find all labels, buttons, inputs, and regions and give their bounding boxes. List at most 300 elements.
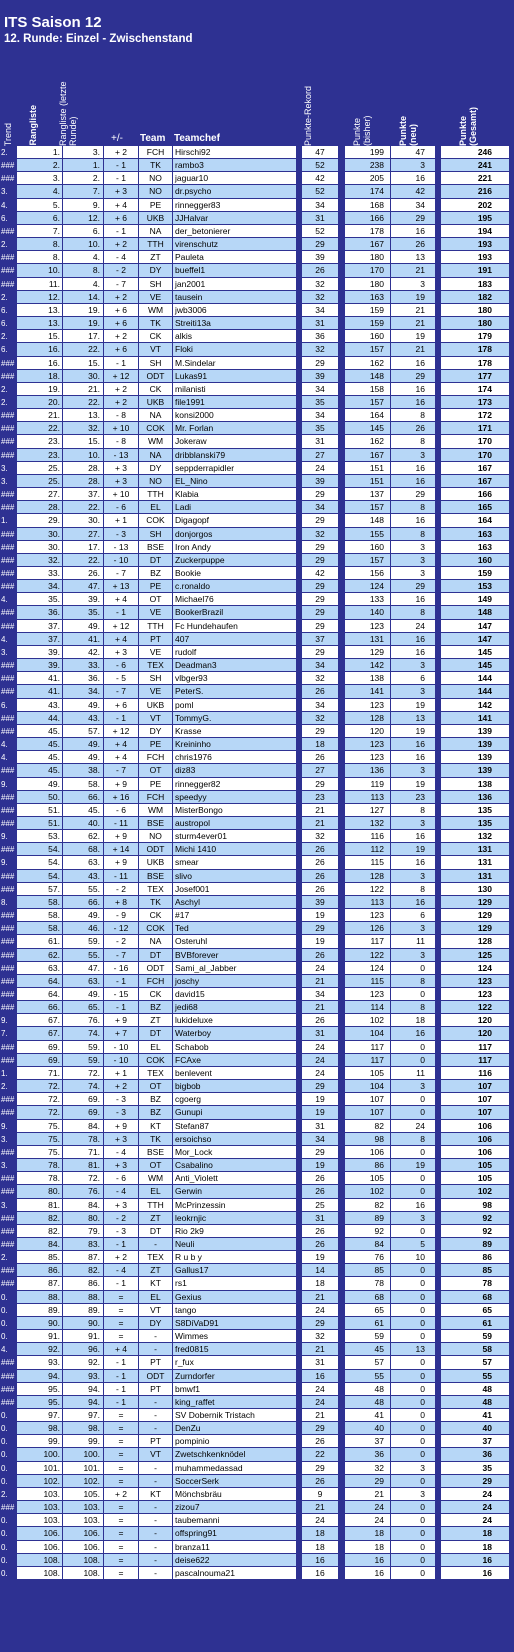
teamchef-cell: Osteruhl <box>173 935 296 947</box>
prev-rank-cell: 58. <box>63 778 103 790</box>
table-row <box>0 1422 514 1435</box>
points-new-cell: 3 <box>391 685 435 697</box>
trend-cell: ### <box>1 950 15 960</box>
teamchef-cell: benlevent <box>173 1067 296 1079</box>
points-new-cell: 19 <box>391 843 435 855</box>
diff-cell: = <box>104 1475 138 1487</box>
teamchef-cell: #17 <box>173 909 296 921</box>
points-prev-cell: 128 <box>345 870 390 882</box>
points-total-cell: 180 <box>441 317 509 329</box>
rank-cell: 75. <box>17 1133 62 1145</box>
diff-cell: - 4 <box>104 1146 138 1158</box>
diff-cell: + 4 <box>104 738 138 750</box>
trend-cell: ### <box>1 555 15 565</box>
trend-cell: 2. <box>1 148 8 157</box>
prev-rank-cell: 21. <box>63 383 103 395</box>
prev-rank-cell: 87. <box>63 1251 103 1263</box>
rank-cell: 89. <box>17 1304 62 1316</box>
teamchef-cell: ersoichso <box>173 1133 296 1145</box>
team-cell: - <box>139 1330 172 1342</box>
table-row <box>0 751 514 764</box>
rank-cell: 85. <box>17 1251 62 1263</box>
points-new-cell: 3 <box>391 949 435 961</box>
teamchef-cell: Gexius <box>173 1291 296 1303</box>
rank-cell: 95. <box>17 1396 62 1408</box>
points-total-cell: 41 <box>441 1409 509 1421</box>
table-row <box>0 1251 514 1264</box>
trend-cell: 6. <box>1 319 8 329</box>
points-prev-cell: 68 <box>345 1291 390 1303</box>
trend-cell: 0. <box>1 1542 8 1552</box>
table-row <box>0 1146 514 1159</box>
teamchef-cell: bueffel1 <box>173 264 296 276</box>
table-row <box>0 1356 514 1369</box>
diff-cell: - 10 <box>104 1054 138 1066</box>
diff-cell: - 6 <box>104 1172 138 1184</box>
trend-cell: 3. <box>1 1200 8 1210</box>
points-new-cell: 16 <box>391 383 435 395</box>
points-total-cell: 18 <box>441 1527 509 1539</box>
points-new-cell: 8 <box>391 804 435 816</box>
prev-rank-cell: 68. <box>63 843 103 855</box>
diff-cell: - 1 <box>104 1356 138 1368</box>
rank-cell: 51. <box>17 817 62 829</box>
header-trend: Trend <box>3 122 13 146</box>
header-diff: +/- <box>111 133 123 144</box>
trend-cell: 4. <box>1 753 8 763</box>
record-cell: 26 <box>302 685 338 697</box>
teamchef-cell: Zwetschkenknödel <box>173 1448 296 1460</box>
record-cell: 21 <box>302 804 338 816</box>
team-cell: KT <box>139 1120 172 1132</box>
table-row <box>0 1054 514 1067</box>
points-new-cell: 16 <box>391 593 435 605</box>
points-new-cell: 16 <box>391 462 435 474</box>
teamchef-cell: milanisti <box>173 383 296 395</box>
table-row <box>0 488 514 501</box>
points-prev-cell: 133 <box>345 593 390 605</box>
teamchef-cell: Josef001 <box>173 883 296 895</box>
points-prev-cell: 159 <box>345 304 390 316</box>
points-prev-cell: 123 <box>345 738 390 750</box>
points-total-cell: 98 <box>441 1199 509 1211</box>
record-cell: 29 <box>302 541 338 553</box>
record-cell: 26 <box>302 856 338 868</box>
trend-cell: ### <box>1 608 15 618</box>
trend-cell: ### <box>1 818 15 828</box>
prev-rank-cell: 30. <box>63 514 103 526</box>
rank-cell: 41. <box>17 685 62 697</box>
prev-rank-cell: 49. <box>63 988 103 1000</box>
record-cell: 24 <box>302 962 338 974</box>
prev-rank-cell: 49. <box>63 751 103 763</box>
team-cell: DY <box>139 462 172 474</box>
prev-rank-cell: 43. <box>63 870 103 882</box>
points-new-cell: 19 <box>391 725 435 737</box>
table-row <box>0 159 514 172</box>
points-total-cell: 173 <box>441 396 509 408</box>
points-new-cell: 16 <box>391 1199 435 1211</box>
teamchef-cell: Hirschi92 <box>173 146 296 158</box>
prev-rank-cell: 13. <box>63 409 103 421</box>
teamchef-cell: offspring91 <box>173 1527 296 1539</box>
table-row <box>0 528 514 541</box>
rank-cell: 82. <box>17 1212 62 1224</box>
table-row <box>0 1185 514 1198</box>
prev-rank-cell: 22. <box>63 396 103 408</box>
table-row <box>0 1225 514 1238</box>
prev-rank-cell: 98. <box>63 1422 103 1434</box>
record-cell: 24 <box>302 1383 338 1395</box>
points-new-cell: 0 <box>391 1567 435 1579</box>
points-new-cell: 0 <box>391 1172 435 1184</box>
record-cell: 29 <box>302 593 338 605</box>
points-prev-cell: 148 <box>345 370 390 382</box>
trend-cell: 2. <box>1 332 8 342</box>
points-new-cell: 0 <box>391 1041 435 1053</box>
rank-cell: 45. <box>17 751 62 763</box>
team-cell: COK <box>139 922 172 934</box>
rank-cell: 63. <box>17 962 62 974</box>
table-row <box>0 238 514 251</box>
teamchef-cell: Sami_al_Jabber <box>173 962 296 974</box>
rank-cell: 64. <box>17 988 62 1000</box>
points-total-cell: 145 <box>441 659 509 671</box>
table-row <box>0 1264 514 1277</box>
points-new-cell: 0 <box>391 1093 435 1105</box>
points-prev-cell: 170 <box>345 264 390 276</box>
team-cell: VE <box>139 646 172 658</box>
table-row <box>0 554 514 567</box>
points-new-cell: 16 <box>391 475 435 487</box>
points-total-cell: 216 <box>441 185 509 197</box>
prev-rank-cell: 90. <box>63 1317 103 1329</box>
team-cell: - <box>139 1554 172 1566</box>
trend-cell: 6. <box>1 345 8 355</box>
trend-cell: ### <box>1 1358 15 1368</box>
points-new-cell: 24 <box>391 620 435 632</box>
teamchef-cell: konsi2000 <box>173 409 296 421</box>
teamchef-cell: Deadman3 <box>173 659 296 671</box>
team-cell: UKB <box>139 396 172 408</box>
table-row <box>0 1541 514 1554</box>
points-total-cell: 166 <box>441 488 509 500</box>
points-total-cell: 180 <box>441 304 509 316</box>
record-cell: 21 <box>302 975 338 987</box>
prev-rank-cell: 2. <box>63 172 103 184</box>
table-row <box>0 1554 514 1567</box>
record-cell: 32 <box>302 528 338 540</box>
diff-cell: - 1 <box>104 1238 138 1250</box>
teamchef-cell: slivo <box>173 870 296 882</box>
teamchef-cell: McPrinzessin <box>173 1199 296 1211</box>
points-prev-cell: 24 <box>345 1514 390 1526</box>
header-gesamt: Punkte (Gesamt) <box>458 106 478 146</box>
table-row <box>0 1567 514 1580</box>
record-cell: 27 <box>302 449 338 461</box>
points-prev-cell: 205 <box>345 172 390 184</box>
table-row <box>0 435 514 448</box>
points-prev-cell: 119 <box>345 778 390 790</box>
rank-cell: 87. <box>17 1277 62 1289</box>
team-cell: VE <box>139 685 172 697</box>
rank-cell: 43. <box>17 699 62 711</box>
points-total-cell: 18 <box>441 1541 509 1553</box>
prev-rank-cell: 47. <box>63 580 103 592</box>
prev-rank-cell: 66. <box>63 791 103 803</box>
trend-cell: ### <box>1 1266 15 1276</box>
trend-cell: ### <box>1 1397 15 1407</box>
trend-cell: ### <box>1 266 15 276</box>
table-row <box>0 199 514 212</box>
record-cell: 24 <box>302 1514 338 1526</box>
diff-cell: = <box>104 1554 138 1566</box>
prev-rank-cell: 103. <box>63 1501 103 1513</box>
rank-cell: 72. <box>17 1106 62 1118</box>
points-prev-cell: 117 <box>345 935 390 947</box>
trend-cell: ### <box>1 424 15 434</box>
points-new-cell: 0 <box>391 1304 435 1316</box>
teamchef-cell: JJHalvar <box>173 212 296 224</box>
points-new-cell: 8 <box>391 1133 435 1145</box>
points-prev-cell: 112 <box>345 843 390 855</box>
teamchef-cell: donjorgos <box>173 528 296 540</box>
points-total-cell: 61 <box>441 1317 509 1329</box>
points-new-cell: 6 <box>391 909 435 921</box>
teamchef-cell: branza11 <box>173 1541 296 1553</box>
team-cell: BZ <box>139 1106 172 1118</box>
diff-cell: + 3 <box>104 1159 138 1171</box>
diff-cell: - 1 <box>104 172 138 184</box>
trend-cell: ### <box>1 174 15 184</box>
record-cell: 24 <box>302 1041 338 1053</box>
prev-rank-cell: 19. <box>63 317 103 329</box>
team-cell: PT <box>139 633 172 645</box>
points-total-cell: 167 <box>441 462 509 474</box>
diff-cell: + 10 <box>104 488 138 500</box>
table-row <box>0 343 514 356</box>
trend-cell: ### <box>1 279 15 289</box>
diff-cell: - 1 <box>104 975 138 987</box>
teamchef-cell: PeterS. <box>173 685 296 697</box>
points-new-cell: 0 <box>391 988 435 1000</box>
team-cell: - <box>139 1527 172 1539</box>
diff-cell: - 4 <box>104 1185 138 1197</box>
teamchef-cell: lukideluxe <box>173 1014 296 1026</box>
rank-cell: 69. <box>17 1041 62 1053</box>
trend-cell: 0. <box>1 1463 8 1473</box>
team-cell: KT <box>139 1488 172 1500</box>
table-row <box>0 764 514 777</box>
prev-rank-cell: 72. <box>63 1067 103 1079</box>
rank-cell: 8. <box>17 251 62 263</box>
teamchef-cell: Streiti13a <box>173 317 296 329</box>
rank-cell: 32. <box>17 554 62 566</box>
diff-cell: + 6 <box>104 343 138 355</box>
diff-cell: - 7 <box>104 949 138 961</box>
points-new-cell: 0 <box>391 1225 435 1237</box>
points-prev-cell: 120 <box>345 725 390 737</box>
prev-rank-cell: 40. <box>63 817 103 829</box>
record-cell: 29 <box>302 646 338 658</box>
prev-rank-cell: 22. <box>63 501 103 513</box>
prev-rank-cell: 38. <box>63 764 103 776</box>
record-cell: 34 <box>302 383 338 395</box>
points-total-cell: 139 <box>441 725 509 737</box>
team-cell: DT <box>139 554 172 566</box>
points-prev-cell: 89 <box>345 1212 390 1224</box>
rank-cell: 98. <box>17 1422 62 1434</box>
points-total-cell: 102 <box>441 1185 509 1197</box>
table-row <box>0 1383 514 1396</box>
points-prev-cell: 105 <box>345 1067 390 1079</box>
record-cell: 24 <box>302 1396 338 1408</box>
record-cell: 39 <box>302 896 338 908</box>
points-new-cell: 16 <box>391 357 435 369</box>
teamchef-cell: TommyG. <box>173 712 296 724</box>
trend-cell: ### <box>1 1187 15 1197</box>
points-total-cell: 139 <box>441 751 509 763</box>
team-cell: SH <box>139 528 172 540</box>
prev-rank-cell: 49. <box>63 620 103 632</box>
rank-cell: 22. <box>17 422 62 434</box>
team-cell: OT <box>139 593 172 605</box>
points-new-cell: 0 <box>391 962 435 974</box>
prev-rank-cell: 86. <box>63 1277 103 1289</box>
points-total-cell: 107 <box>441 1093 509 1105</box>
table-row <box>0 856 514 869</box>
points-new-cell: 8 <box>391 883 435 895</box>
diff-cell: - 2 <box>104 1212 138 1224</box>
points-new-cell: 3 <box>391 278 435 290</box>
rank-cell: 106. <box>17 1527 62 1539</box>
rank-cell: 39. <box>17 646 62 658</box>
points-prev-cell: 145 <box>345 422 390 434</box>
record-cell: 21 <box>302 1409 338 1421</box>
trend-cell: 7. <box>1 1029 8 1039</box>
points-prev-cell: 104 <box>345 1027 390 1039</box>
rank-cell: 13. <box>17 317 62 329</box>
trend-cell: ### <box>1 1384 15 1394</box>
table-row <box>0 1317 514 1330</box>
points-prev-cell: 155 <box>345 528 390 540</box>
trend-cell: ### <box>1 1503 15 1513</box>
rank-cell: 45. <box>17 738 62 750</box>
points-total-cell: 191 <box>441 264 509 276</box>
points-new-cell: 16 <box>391 396 435 408</box>
points-total-cell: 138 <box>441 778 509 790</box>
record-cell: 29 <box>302 357 338 369</box>
rank-cell: 58. <box>17 922 62 934</box>
rank-cell: 27. <box>17 488 62 500</box>
trend-cell: ### <box>1 1213 15 1223</box>
prev-rank-cell: 55. <box>63 883 103 895</box>
prev-rank-cell: 28. <box>63 475 103 487</box>
team-cell: OT <box>139 764 172 776</box>
points-prev-cell: 178 <box>345 225 390 237</box>
trend-cell: 2. <box>1 384 8 394</box>
prev-rank-cell: 63. <box>63 856 103 868</box>
points-prev-cell: 123 <box>345 699 390 711</box>
record-cell: 26 <box>302 1475 338 1487</box>
record-cell: 26 <box>302 1172 338 1184</box>
table-row <box>0 1106 514 1119</box>
trend-cell: 3. <box>1 1134 8 1144</box>
table-row <box>0 264 514 277</box>
teamchef-cell: FCAxe <box>173 1054 296 1066</box>
team-cell: COK <box>139 514 172 526</box>
rank-cell: 71. <box>17 1067 62 1079</box>
prev-rank-cell: 17. <box>63 541 103 553</box>
prev-rank-cell: 15. <box>63 435 103 447</box>
points-prev-cell: 126 <box>345 922 390 934</box>
points-prev-cell: 137 <box>345 488 390 500</box>
diff-cell: - 4 <box>104 251 138 263</box>
rank-cell: 37. <box>17 620 62 632</box>
points-total-cell: 202 <box>441 199 509 211</box>
points-new-cell: 23 <box>391 791 435 803</box>
points-total-cell: 193 <box>441 251 509 263</box>
rank-cell: 54. <box>17 870 62 882</box>
diff-cell: = <box>104 1330 138 1342</box>
table-row <box>0 1014 514 1027</box>
points-new-cell: 8 <box>391 409 435 421</box>
diff-cell: + 1 <box>104 514 138 526</box>
diff-cell: - 1 <box>104 159 138 171</box>
record-cell: 32 <box>302 278 338 290</box>
trend-cell: 0. <box>1 1437 8 1447</box>
points-total-cell: 131 <box>441 856 509 868</box>
points-new-cell: 19 <box>391 778 435 790</box>
points-total-cell: 105 <box>441 1172 509 1184</box>
points-total-cell: 221 <box>441 172 509 184</box>
prev-rank-cell: 62. <box>63 830 103 842</box>
points-prev-cell: 85 <box>345 1264 390 1276</box>
diff-cell: - 3 <box>104 528 138 540</box>
rank-cell: 30. <box>17 528 62 540</box>
standings-table <box>0 146 514 1580</box>
rank-cell: 81. <box>17 1199 62 1211</box>
teamchef-cell: Waterboy <box>173 1027 296 1039</box>
points-prev-cell: 128 <box>345 712 390 724</box>
rank-cell: 102. <box>17 1475 62 1487</box>
points-prev-cell: 65 <box>345 1304 390 1316</box>
record-cell: 18 <box>302 738 338 750</box>
record-cell: 31 <box>302 212 338 224</box>
points-new-cell: 29 <box>391 488 435 500</box>
table-row <box>0 646 514 659</box>
trend-cell: 1. <box>1 516 8 526</box>
prev-rank-cell: 10. <box>63 449 103 461</box>
points-prev-cell: 157 <box>345 501 390 513</box>
points-total-cell: 37 <box>441 1435 509 1447</box>
table-row <box>0 251 514 264</box>
rank-cell: 78. <box>17 1159 62 1171</box>
diff-cell: = <box>104 1409 138 1421</box>
teamchef-cell: muhammedassad <box>173 1462 296 1474</box>
points-prev-cell: 123 <box>345 751 390 763</box>
diff-cell: - 2 <box>104 935 138 947</box>
diff-cell: + 1 <box>104 1067 138 1079</box>
points-prev-cell: 18 <box>345 1541 390 1553</box>
trend-cell: 9. <box>1 1016 8 1026</box>
points-prev-cell: 41 <box>345 1409 390 1421</box>
record-cell: 29 <box>302 1422 338 1434</box>
table-row <box>0 1277 514 1290</box>
table-row <box>0 778 514 791</box>
team-cell: ZT <box>139 1014 172 1026</box>
teamchef-cell: M.Sindelar <box>173 357 296 369</box>
